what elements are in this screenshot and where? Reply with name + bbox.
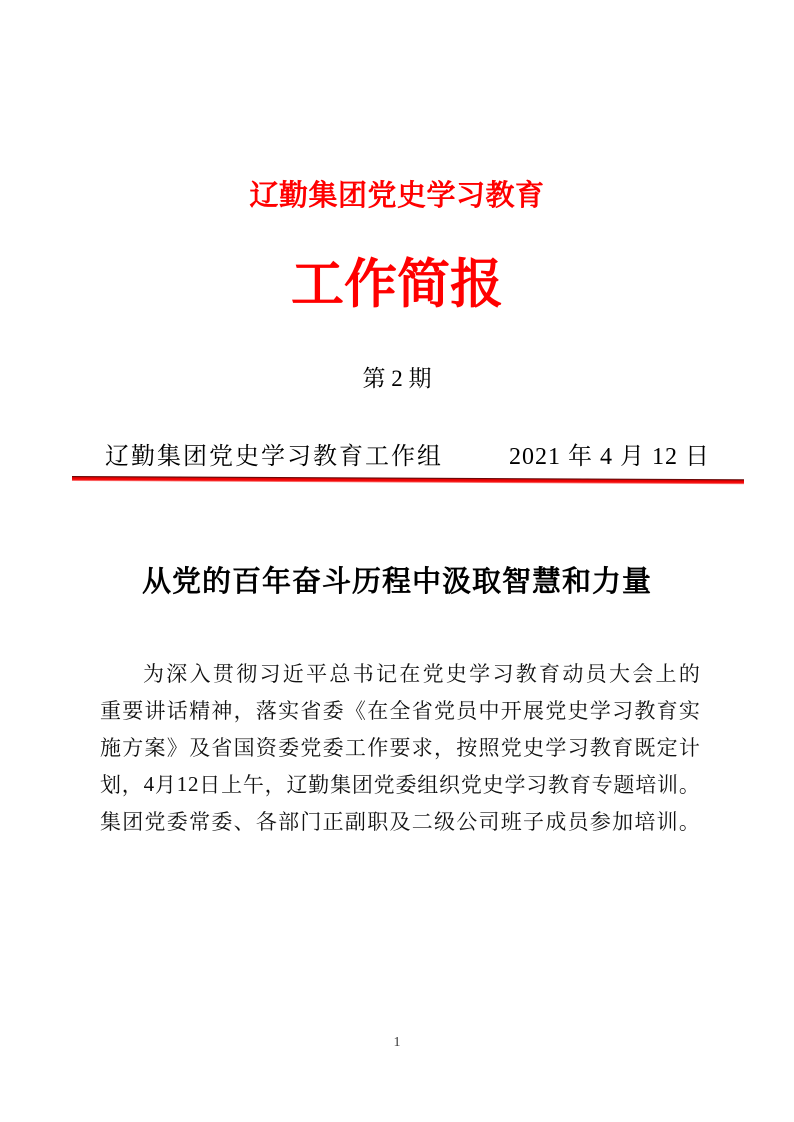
masthead-supertitle: 辽勤集团党史学习教育 [249,180,545,212]
date-label: 2021 年 4 月 12 日 [509,444,710,470]
masthead-title: 工作简报 [291,256,503,314]
meta-row [105,442,710,473]
organization-label: 辽勤集团党史学习教育工作组 [105,444,443,470]
red-divider-rule [72,476,744,484]
issue-number-label: 第 2 期 [362,366,432,391]
paragraph-line: 重 要 讲 话 精 神 ， 落 实 省 委 《 在 全 省 党 员 中 开 展 党 史 学 习 教 育 实 [100,698,700,723]
paragraph-line: 划 ， 4 月 1 2 日 上 午 ， 辽 勤 集 团 党 委 组 织 党 史 学 习 教 育 专 题 培 训 。 [100,771,700,798]
paragraph-line: 集 团 党 委 常 委 、 各 部 门 正 副 职 及 二 级 公 司 班 子 成 员 参 加 培 训 。 [100,810,700,835]
page-number: 1 [393,1035,401,1050]
article-paragraph [100,654,700,840]
paragraph-line: 为 深 入 贯 彻 习 近 平 总 书 记 在 党 史 学 习 教 育 动 员 大 会 上 的 [143,661,700,686]
paragraph-line: 施 方 案 》 及 省 国 资 委 党 委 工 作 要 求 ， 按 照 党 史 学 习 教 育 既 定 计 [100,735,700,760]
article-headline: 从党的百年奋斗历程中汲取智慧和力量 [141,566,652,598]
